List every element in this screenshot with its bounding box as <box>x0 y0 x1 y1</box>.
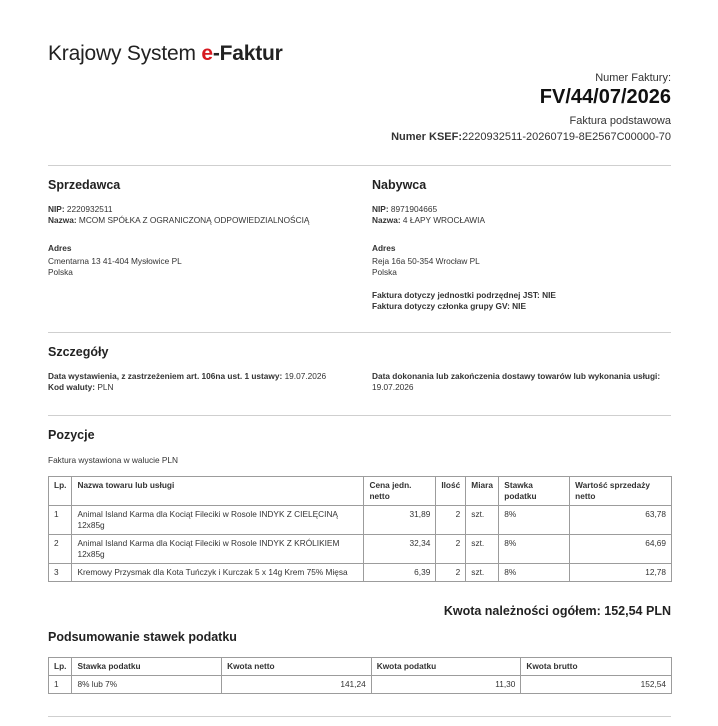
items-currency-note: Faktura wystawiona w walucie PLN <box>48 455 179 465</box>
seller-address-label: Adres <box>48 243 72 253</box>
table-row <box>49 506 672 535</box>
cell-unit-price: 31,89 <box>364 506 436 535</box>
cell-tax-rate: 8% <box>499 506 570 535</box>
cell-tax-rate: 8% <box>499 535 570 564</box>
delivery-info <box>372 371 662 393</box>
table-row <box>49 535 672 564</box>
tax-summary-table <box>48 657 672 694</box>
invoice-number-label: Numer Faktury: <box>595 72 671 84</box>
delivery-date-label: Data dokonania lub zakończenia dostawy towarów lub wykonania usługi: <box>372 371 661 381</box>
cell-unit: szt. <box>466 535 499 564</box>
seller-nip-label: NIP: <box>48 204 65 214</box>
seller-title: Sprzedawca <box>48 178 121 192</box>
app-logo <box>48 42 283 66</box>
seller-info <box>48 204 348 226</box>
cell-unit: szt. <box>466 506 499 535</box>
col-tax-rate: Stawka podatku <box>72 658 222 676</box>
divider <box>48 716 671 717</box>
tax-header-row <box>49 658 672 676</box>
brand-faktur: Faktur <box>219 42 283 65</box>
col-name: Nazwa towaru lub usługi <box>72 477 364 506</box>
cell-name: Kremowy Przysmak dla Kota Tuńczyk i Kurczak 5 x 14g Krem 75% Mięsa <box>72 564 364 582</box>
cell-tax: 11,30 <box>371 676 521 694</box>
seller-name: MCOM SPÓŁKA Z OGRANICZONĄ ODPOWIEDZIALNOŚCIĄ <box>78 215 310 225</box>
buyer-nip-label: NIP: <box>372 204 389 214</box>
items-title: Pozycje <box>48 428 95 442</box>
seller-nip: 2220932511 <box>66 204 113 214</box>
col-qty: Ilość <box>436 477 466 506</box>
cell-qty: 2 <box>436 535 466 564</box>
details-title: Szczegóły <box>48 345 109 359</box>
col-tax: Kwota podatku <box>371 658 521 676</box>
cell-qty: 2 <box>436 506 466 535</box>
cell-lp: 3 <box>49 564 72 582</box>
table-row <box>49 564 672 582</box>
buyer-address-label: Adres <box>372 243 396 253</box>
divider <box>48 332 671 333</box>
total-label: Kwota należności ogółem: <box>443 604 601 618</box>
currency-label: Kod waluty: <box>48 382 96 392</box>
cell-net: 141,24 <box>222 676 372 694</box>
cell-lp: 1 <box>49 506 72 535</box>
buyer-jst: Faktura dotyczy jednostki podrzędnej JST: NIE <box>372 290 556 300</box>
col-net-value: Wartość sprzedaży netto <box>570 477 672 506</box>
invoice-number: FV/44/07/2026 <box>539 86 671 108</box>
buyer-info <box>372 204 672 226</box>
brand-e: e <box>201 42 213 65</box>
col-unit-price: Cena jedn. netto <box>364 477 436 506</box>
buyer-gv: Faktura dotyczy członka grupy GV: NIE <box>372 301 526 311</box>
issue-date: 19.07.2026 <box>284 371 327 381</box>
cell-lp: 1 <box>49 676 72 694</box>
items-header-row <box>49 477 672 506</box>
cell-net-value: 63,78 <box>570 506 672 535</box>
total-due <box>444 604 671 618</box>
currency-code: PLN <box>97 382 114 392</box>
col-tax-rate: Stawka podatku <box>499 477 570 506</box>
ksef-number <box>391 131 671 143</box>
invoice-type: Faktura podstawowa <box>569 115 671 127</box>
cell-name: Animal Island Karma dla Kociąt Fileciki w Rosole INDYK Z CIELĘCINĄ 12x85g <box>72 506 364 535</box>
seller-address: Cmentarna 13 41-404 Mysłowice PL <box>48 256 182 266</box>
cell-unit: szt. <box>466 564 499 582</box>
cell-unit-price: 6,39 <box>364 564 436 582</box>
cell-unit-price: 32,34 <box>364 535 436 564</box>
issue-info <box>48 371 363 393</box>
cell-tax-rate: 8% lub 7% <box>72 676 222 694</box>
buyer-nip: 8971904665 <box>390 204 438 214</box>
items-table <box>48 476 672 582</box>
cell-name: Animal Island Karma dla Kociąt Fileciki w Rosole INDYK Z KRÓLIKIEM 12x85g <box>72 535 364 564</box>
col-net: Kwota netto <box>222 658 372 676</box>
brand-prefix: Krajowy System <box>48 42 202 65</box>
col-gross: Kwota brutto <box>521 658 672 676</box>
col-lp: Lp. <box>49 477 72 506</box>
cell-net-value: 12,78 <box>570 564 672 582</box>
seller-address-block <box>48 243 348 278</box>
total-value: 152,54 PLN <box>604 604 671 618</box>
col-unit: Miara <box>466 477 499 506</box>
divider <box>48 415 671 416</box>
issue-date-label: Data wystawienia, z zastrzeżeniem art. 106na ust. 1 ustawy: <box>48 371 283 381</box>
divider <box>48 165 671 166</box>
seller-country: Polska <box>48 267 73 277</box>
buyer-name: 4 ŁAPY WROCŁAWIA <box>402 215 485 225</box>
table-row <box>49 676 672 694</box>
tax-summary-title: Podsumowanie stawek podatku <box>48 630 237 644</box>
cell-net-value: 64,69 <box>570 535 672 564</box>
ksef-label: Numer KSEF: <box>391 131 463 143</box>
cell-qty: 2 <box>436 564 466 582</box>
cell-gross: 152,54 <box>521 676 672 694</box>
ksef-value: 2220932511-20260719-8E2567C00000-70 <box>462 131 671 143</box>
buyer-flags <box>372 290 672 312</box>
delivery-date: 19.07.2026 <box>372 382 414 392</box>
col-lp: Lp. <box>49 658 72 676</box>
buyer-address-block <box>372 243 672 278</box>
cell-tax-rate: 8% <box>499 564 570 582</box>
invoice-header <box>391 72 671 143</box>
cell-lp: 2 <box>49 535 72 564</box>
brand-dash: - <box>212 42 220 65</box>
buyer-title: Nabywca <box>372 178 427 192</box>
seller-name-label: Nazwa: <box>48 215 77 225</box>
buyer-name-label: Nazwa: <box>372 215 401 225</box>
buyer-address: Reja 16a 50-354 Wrocław PL <box>372 256 480 266</box>
buyer-country: Polska <box>372 267 397 277</box>
